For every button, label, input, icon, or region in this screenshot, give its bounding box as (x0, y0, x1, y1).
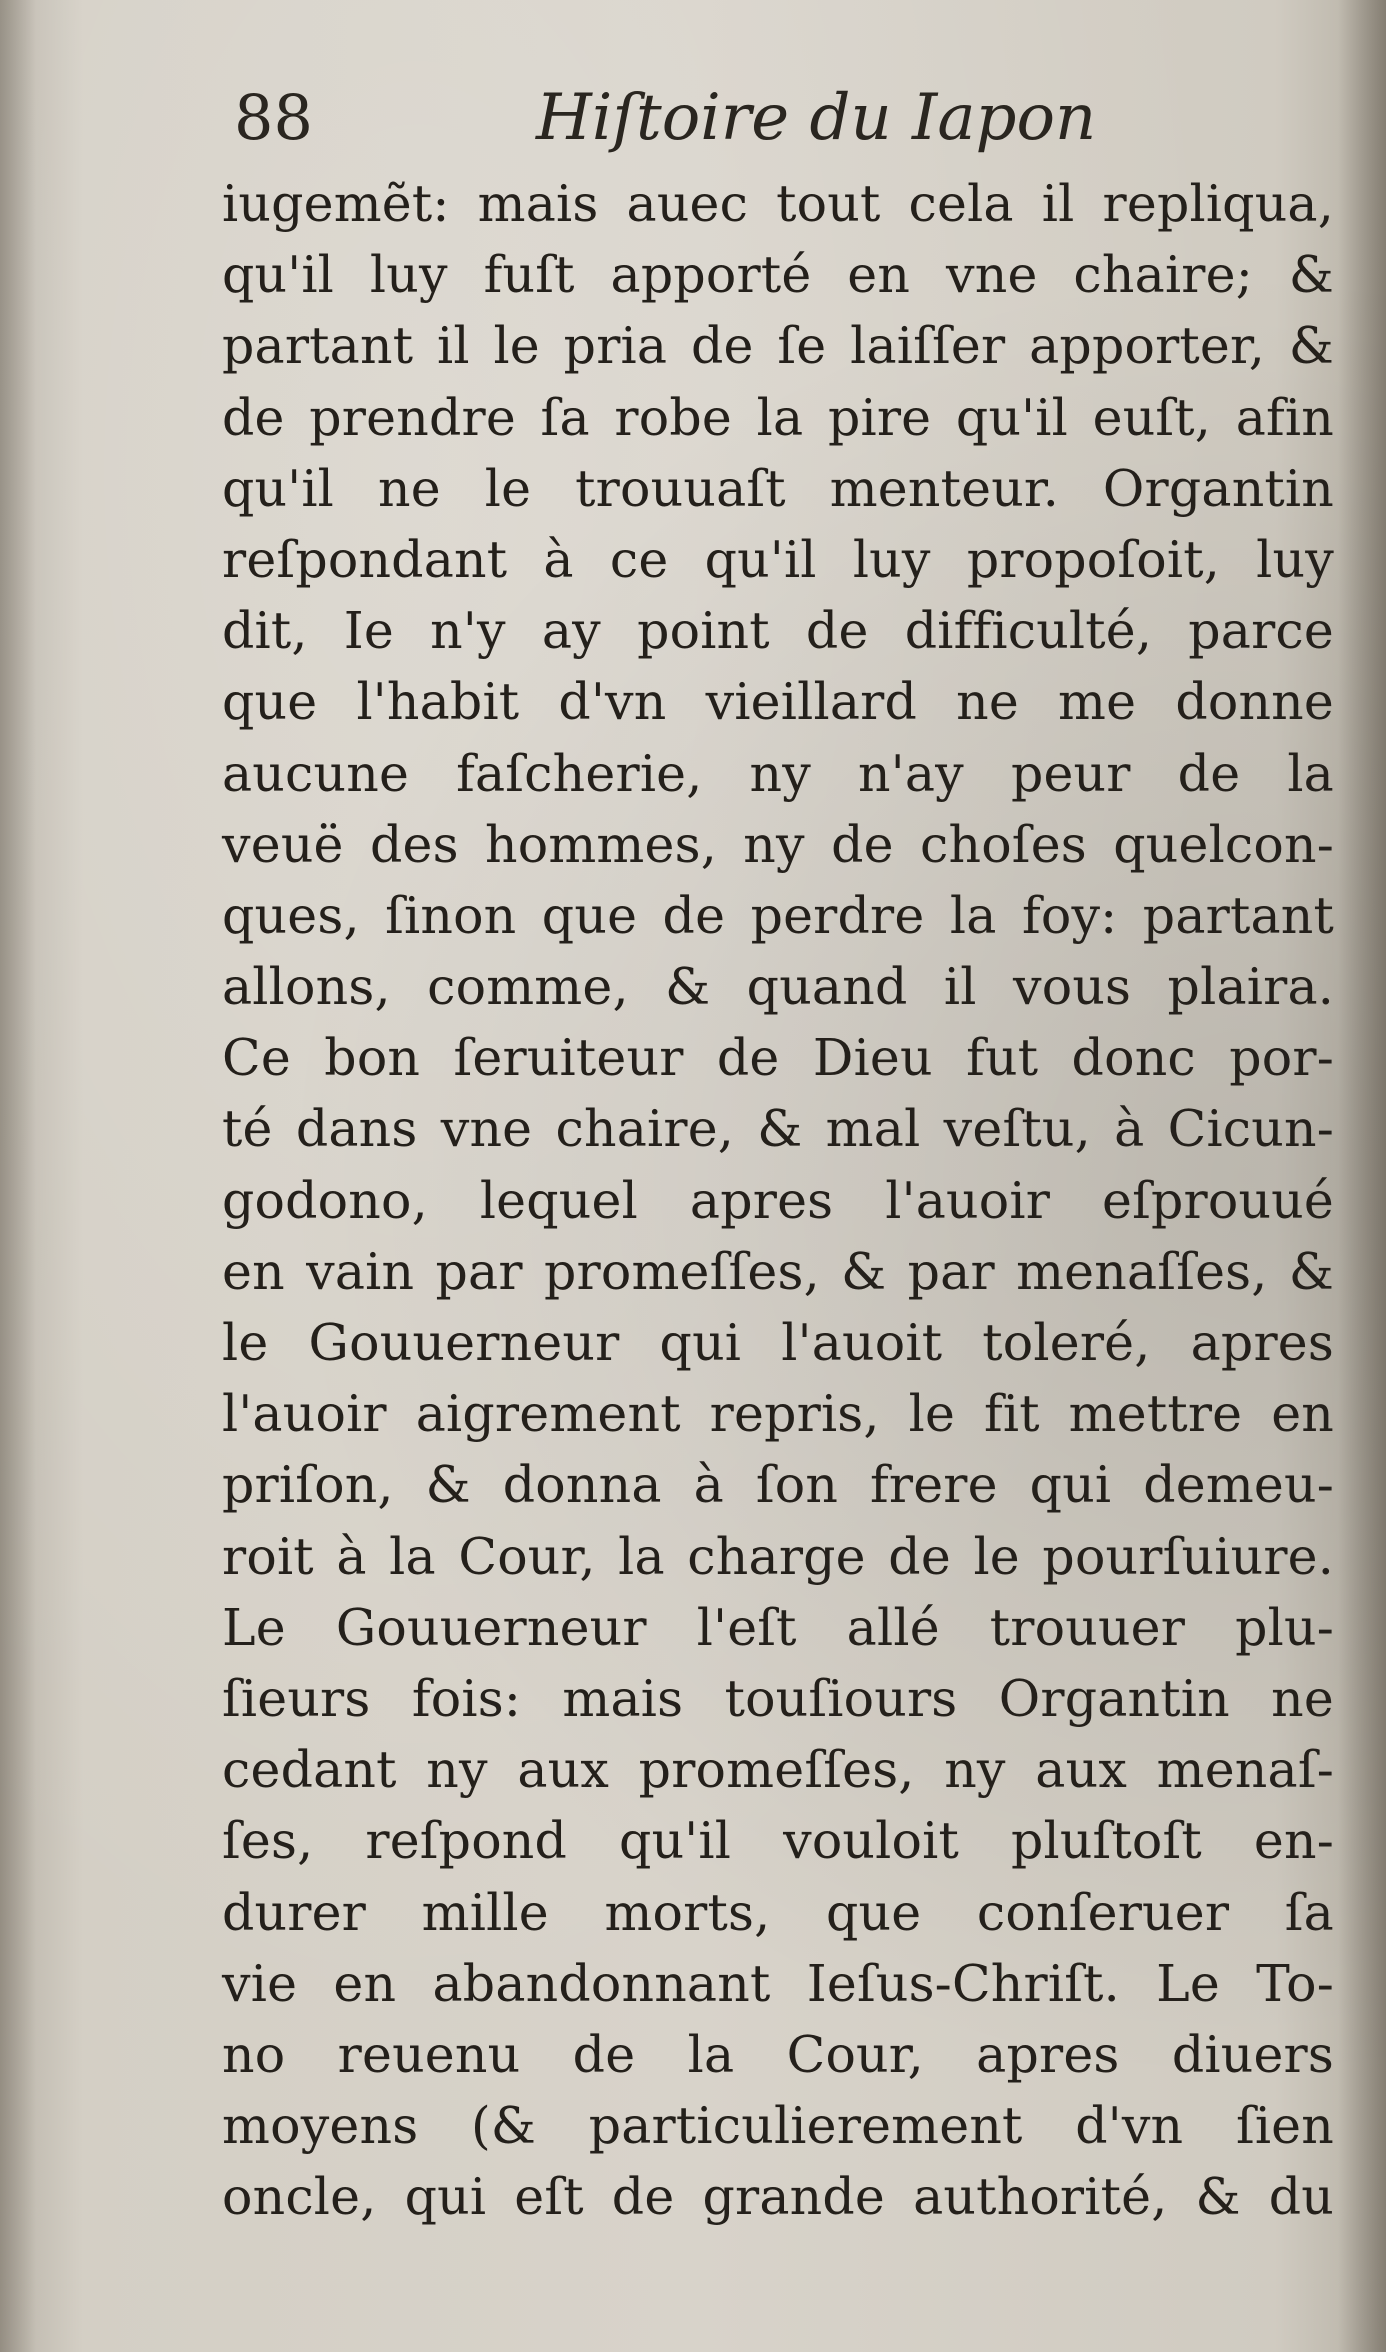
body-text (222, 168, 1334, 2232)
text-line: qu'il luy fuſt apporté en vne chaire; & (222, 245, 1334, 305)
text-line: priſon, & donna à ſon frere qui demeu- (222, 1455, 1334, 1515)
text-line: durer mille morts, que conſeruer ſa (222, 1882, 1334, 1942)
text-line: que l'habit d'vn vieillard ne me donne (222, 672, 1334, 732)
text-line: en vain par promeſſes, & par menaſſes, & (222, 1241, 1334, 1301)
text-line: partant il le pria de ſe laiſſer apporter, & (222, 316, 1334, 376)
text-line: veuë des hommes, ny de choſes quelcon- (222, 814, 1334, 874)
text-line: vie en abandonnant Ieſus-Chriſt. Le To- (222, 1953, 1334, 2013)
text-line: roit à la Cour, la charge de le pourſuiure. (222, 1526, 1334, 1586)
page-number: 88 (234, 81, 313, 154)
running-header (234, 78, 1334, 158)
text-line: ſes, reſpond qu'il vouloit pluſtoſt en- (222, 1811, 1334, 1871)
text-line: allons, comme, & quand il vous plaira. (222, 957, 1334, 1017)
running-title: Hiſtoire du Iapon (536, 81, 1097, 155)
page-right-shadow (1338, 0, 1386, 2352)
text-line: té dans vne chaire, & mal veſtu, à Cicun- (222, 1099, 1334, 1159)
text-line: l'auoir aigrement repris, le fit mettre en (222, 1384, 1334, 1444)
text-line: qu'il ne le trouuaſt menteur. Organtin (222, 458, 1334, 518)
text-line: ques, ſinon que de perdre la foy: partant (222, 885, 1334, 945)
text-line: godono, lequel apres l'auoir eſprouué (222, 1170, 1334, 1230)
text-line: ſieurs fois: mais touſiours Organtin ne (222, 1668, 1334, 1728)
text-line: iugemẽt: mais auec tout cela il repliqua, (222, 174, 1334, 233)
text-line: Le Gouuerneur l'eſt allé trouuer plu- (222, 1597, 1334, 1657)
text-line: Ce bon ſeruiteur de Dieu fut donc por- (222, 1028, 1334, 1088)
page-left-shadow (0, 0, 36, 2352)
text-line: moyens (& particulierement d'vn ſien (222, 2096, 1334, 2156)
text-line: no reuenu de la Cour, apres diuers (222, 2024, 1334, 2084)
text-line: le Gouuerneur qui l'auoit toleré, apres (222, 1313, 1334, 1372)
text-line: reſpondant à ce qu'il luy propoſoit, luy (222, 529, 1334, 589)
text-line: oncle, qui eſt de grande authorité, & du (222, 2167, 1334, 2227)
text-line: de prendre ſa robe la pire qu'il euſt, afin (222, 387, 1334, 447)
text-line: aucune faſcherie, ny n'ay peur de la (222, 743, 1334, 803)
text-line: cedant ny aux promeſſes, ny aux menaſ- (222, 1740, 1334, 1800)
text-line: dit, Ie n'y ay point de difficulté, parce (222, 601, 1334, 661)
